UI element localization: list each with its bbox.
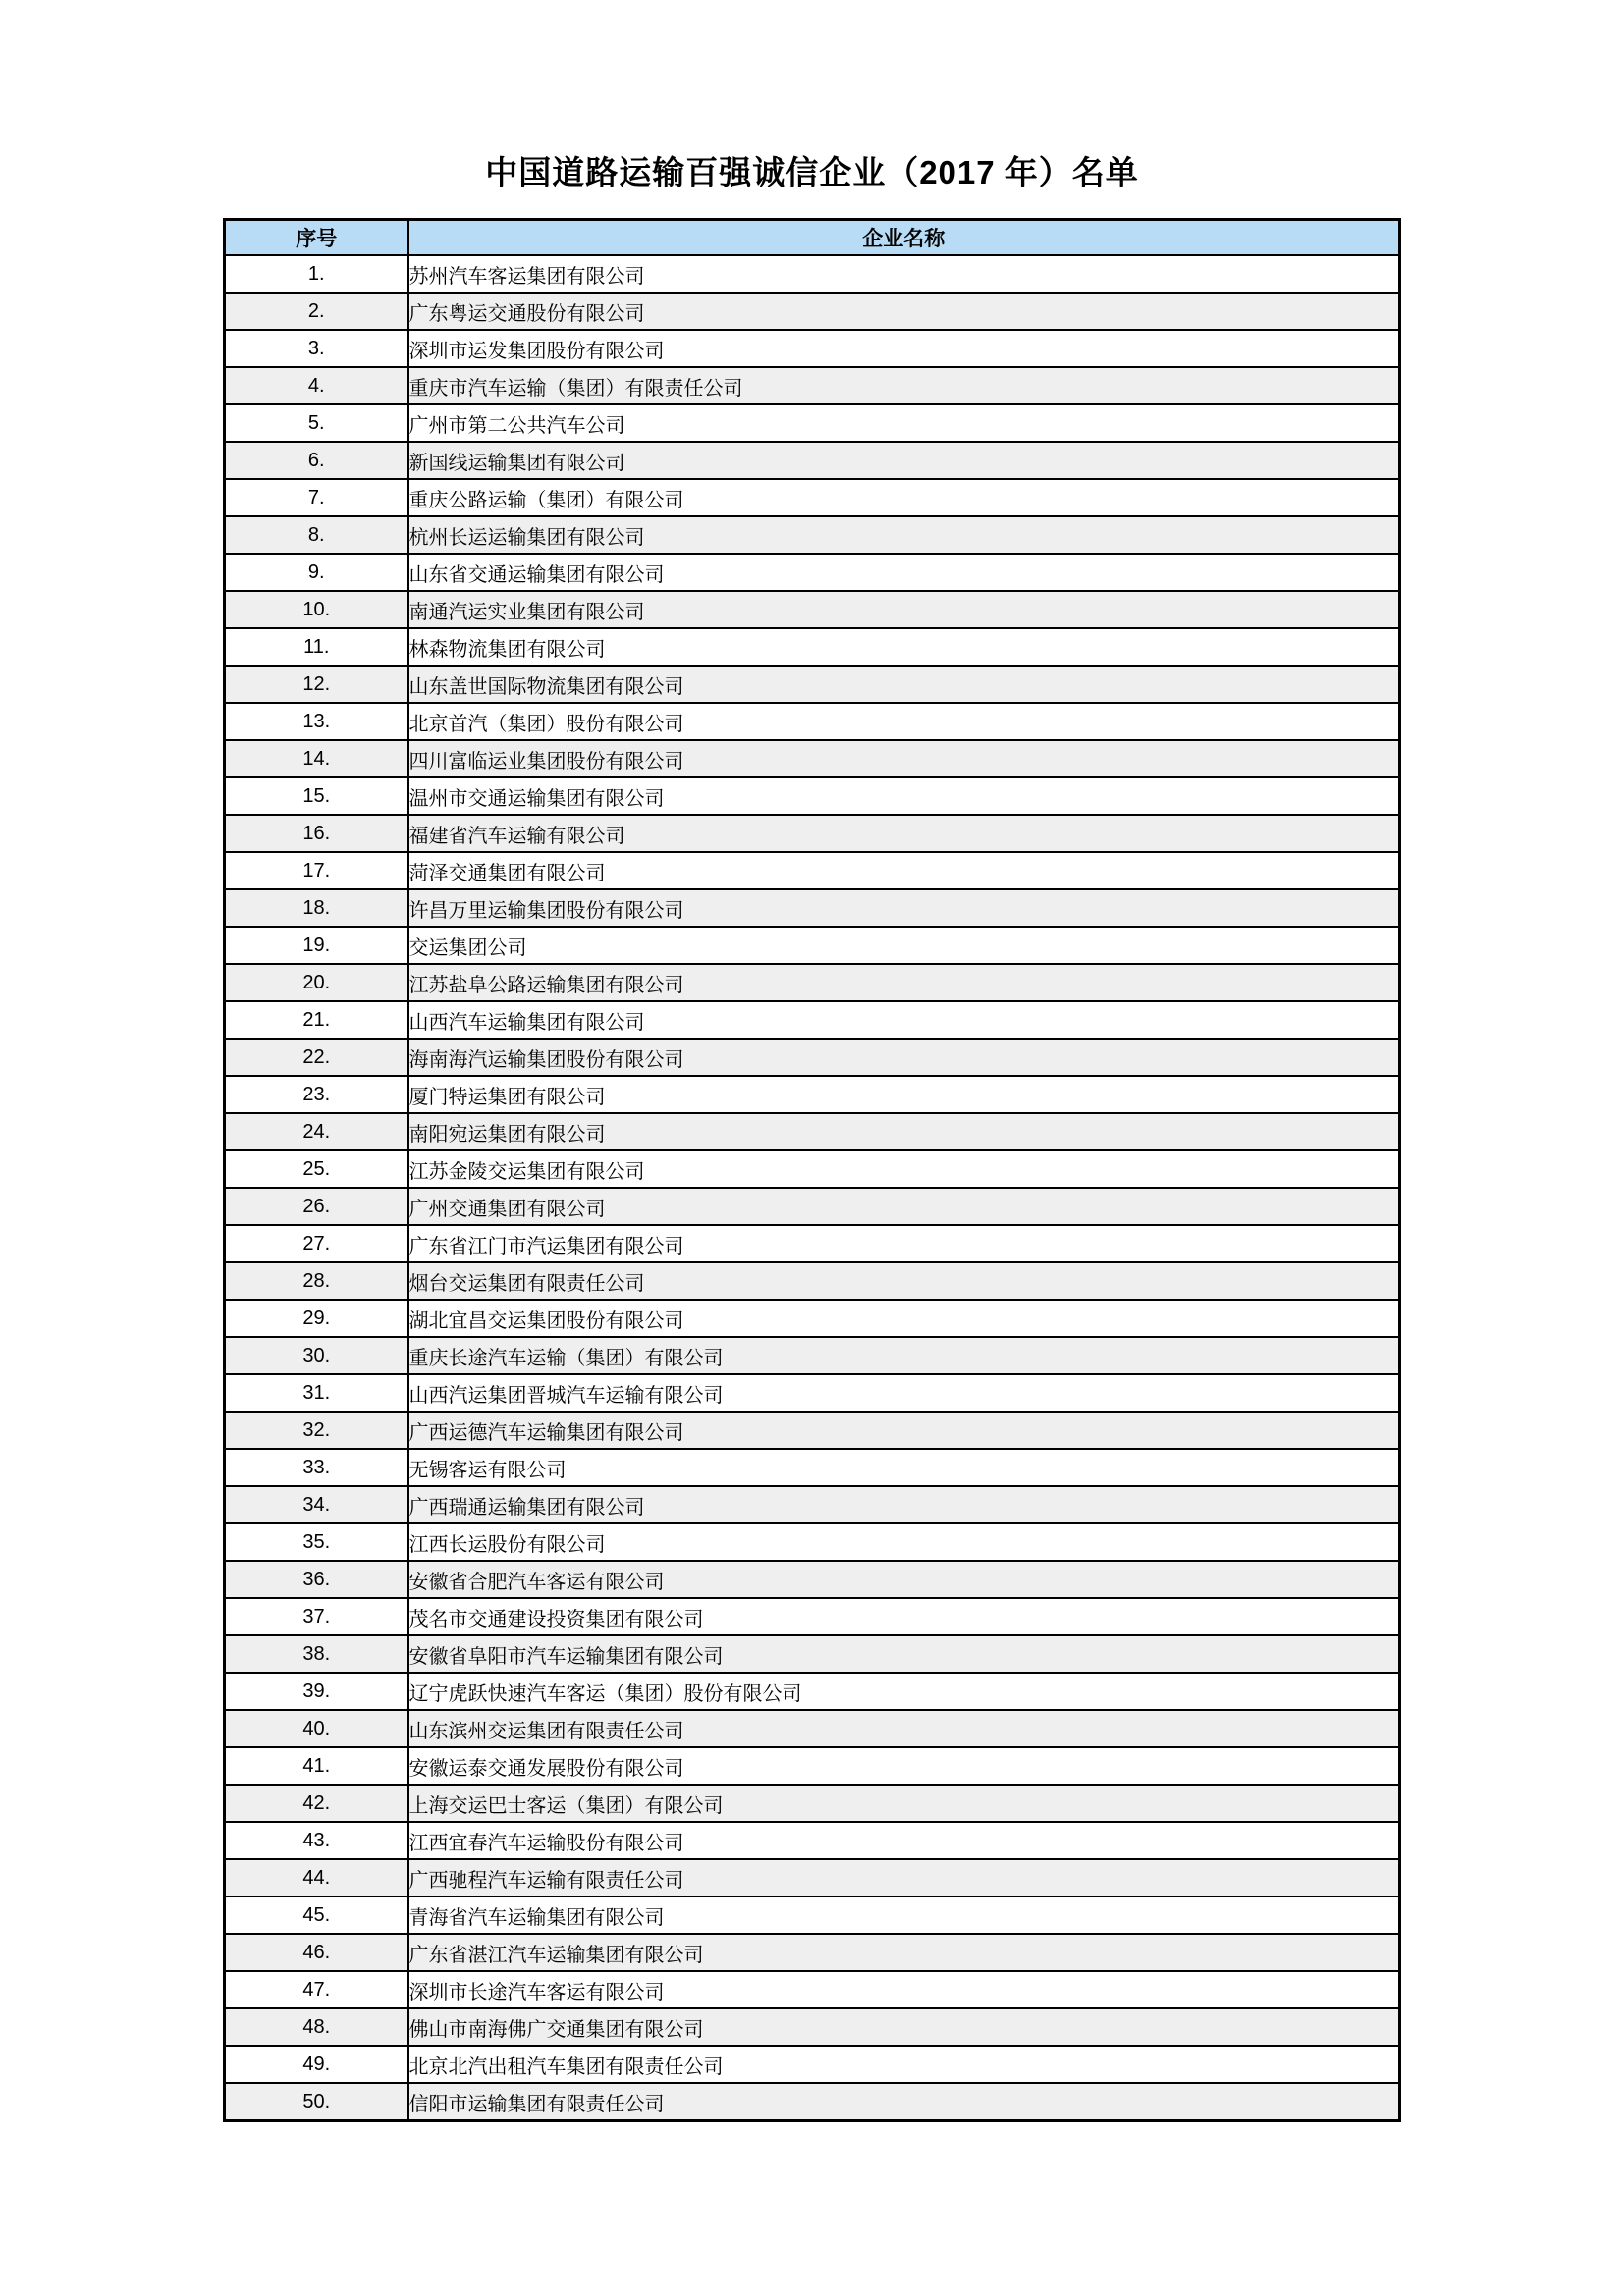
table-row <box>225 404 1400 442</box>
row-number-cell: 38. <box>225 1635 408 1673</box>
table-row <box>225 1374 1400 1412</box>
row-number-cell: 50. <box>225 2083 408 2121</box>
row-number-cell: 8. <box>225 516 408 554</box>
row-number-cell: 28. <box>225 1262 408 1300</box>
row-number-cell: 35. <box>225 1523 408 1561</box>
table-row <box>225 1412 1400 1449</box>
row-number-cell: 4. <box>225 367 408 404</box>
row-number-cell: 18. <box>225 889 408 927</box>
table-row <box>225 1561 1400 1598</box>
table-row <box>225 1188 1400 1225</box>
table-row <box>225 1225 1400 1262</box>
company-name-cell: 广东省湛江汽车运输集团有限公司 <box>408 1934 1400 1971</box>
row-number-cell: 7. <box>225 479 408 516</box>
table-row <box>225 1598 1400 1635</box>
company-name-cell: 广西驰程汽车运输有限责任公司 <box>408 1859 1400 1896</box>
table-row <box>225 1337 1400 1374</box>
table-row <box>225 2008 1400 2046</box>
table-row <box>225 442 1400 479</box>
company-name-cell: 安徽运泰交通发展股份有限公司 <box>408 1747 1400 1785</box>
company-name-cell: 菏泽交通集团有限公司 <box>408 852 1400 889</box>
company-name-cell: 重庆长途汽车运输（集团）有限公司 <box>408 1337 1400 1374</box>
company-name-cell: 广州交通集团有限公司 <box>408 1188 1400 1225</box>
row-number-cell: 6. <box>225 442 408 479</box>
table-row <box>225 1039 1400 1076</box>
company-name-cell: 辽宁虎跃快速汽车客运（集团）股份有限公司 <box>408 1673 1400 1710</box>
table-row <box>225 516 1400 554</box>
table-row <box>225 815 1400 852</box>
company-name-cell: 茂名市交通建设投资集团有限公司 <box>408 1598 1400 1635</box>
row-number-cell: 15. <box>225 777 408 815</box>
table-row <box>225 1673 1400 1710</box>
company-name-cell: 青海省汽车运输集团有限公司 <box>408 1896 1400 1934</box>
row-number-cell: 3. <box>225 330 408 367</box>
row-number-cell: 16. <box>225 815 408 852</box>
row-number-cell: 20. <box>225 964 408 1001</box>
company-name-cell: 江苏金陵交运集团有限公司 <box>408 1150 1400 1188</box>
company-name-cell: 海南海汽运输集团股份有限公司 <box>408 1039 1400 1076</box>
table-row <box>225 1785 1400 1822</box>
table-row <box>225 1001 1400 1039</box>
company-name-cell: 湖北宜昌交运集团股份有限公司 <box>408 1300 1400 1337</box>
table-row <box>225 367 1400 404</box>
table-row <box>225 2083 1400 2121</box>
table-row <box>225 1523 1400 1561</box>
company-table <box>223 218 1401 2122</box>
table-row <box>225 554 1400 591</box>
row-number-cell: 40. <box>225 1710 408 1747</box>
company-name-cell: 广州市第二公共汽车公司 <box>408 404 1400 442</box>
row-number-cell: 11. <box>225 628 408 666</box>
table-row <box>225 1822 1400 1859</box>
row-number-cell: 10. <box>225 591 408 628</box>
company-name-cell: 山东滨州交运集团有限责任公司 <box>408 1710 1400 1747</box>
row-number-cell: 45. <box>225 1896 408 1934</box>
company-name-cell: 重庆公路运输（集团）有限公司 <box>408 479 1400 516</box>
company-name-cell: 安徽省合肥汽车客运有限公司 <box>408 1561 1400 1598</box>
table-row <box>225 293 1400 330</box>
row-number-cell: 46. <box>225 1934 408 1971</box>
company-name-cell: 无锡客运有限公司 <box>408 1449 1400 1486</box>
row-number-cell: 23. <box>225 1076 408 1113</box>
table-row <box>225 777 1400 815</box>
company-name-cell: 重庆市汽车运输（集团）有限责任公司 <box>408 367 1400 404</box>
row-number-cell: 22. <box>225 1039 408 1076</box>
table-row <box>225 964 1400 1001</box>
row-number-cell: 44. <box>225 1859 408 1896</box>
company-name-cell: 烟台交运集团有限责任公司 <box>408 1262 1400 1300</box>
row-number-cell: 13. <box>225 703 408 740</box>
table-row <box>225 1113 1400 1150</box>
table-row <box>225 1747 1400 1785</box>
row-number-cell: 9. <box>225 554 408 591</box>
company-name-cell: 厦门特运集团有限公司 <box>408 1076 1400 1113</box>
row-number-cell: 39. <box>225 1673 408 1710</box>
row-number-cell: 17. <box>225 852 408 889</box>
table-row <box>225 1486 1400 1523</box>
page-title: 中国道路运输百强诚信企业（2017 年）名单 <box>485 154 1139 190</box>
row-number-cell: 34. <box>225 1486 408 1523</box>
company-name-cell: 许昌万里运输集团股份有限公司 <box>408 889 1400 927</box>
row-number-cell: 32. <box>225 1412 408 1449</box>
row-number-cell: 12. <box>225 666 408 703</box>
company-name-cell: 杭州长运运输集团有限公司 <box>408 516 1400 554</box>
row-number-cell: 1. <box>225 255 408 293</box>
table-row <box>225 330 1400 367</box>
row-number-cell: 33. <box>225 1449 408 1486</box>
table-row <box>225 666 1400 703</box>
table-row <box>225 1150 1400 1188</box>
company-name-cell: 南阳宛运集团有限公司 <box>408 1113 1400 1150</box>
table-row <box>225 628 1400 666</box>
table-row <box>225 852 1400 889</box>
table-row <box>225 1896 1400 1934</box>
company-name-cell: 山西汽车运输集团有限公司 <box>408 1001 1400 1039</box>
company-name-cell: 广西运德汽车运输集团有限公司 <box>408 1412 1400 1449</box>
row-number-cell: 30. <box>225 1337 408 1374</box>
company-name-cell: 福建省汽车运输有限公司 <box>408 815 1400 852</box>
company-name-cell: 江苏盐阜公路运输集团有限公司 <box>408 964 1400 1001</box>
row-number-cell: 5. <box>225 404 408 442</box>
table-row <box>225 889 1400 927</box>
company-name-cell: 四川富临运业集团股份有限公司 <box>408 740 1400 777</box>
company-name-cell: 北京北汽出租汽车集团有限责任公司 <box>408 2046 1400 2083</box>
row-number-cell: 31. <box>225 1374 408 1412</box>
row-number-cell: 36. <box>225 1561 408 1598</box>
row-number-cell: 25. <box>225 1150 408 1188</box>
company-name-cell: 江西长运股份有限公司 <box>408 1523 1400 1561</box>
table-body <box>225 255 1400 2121</box>
table-row <box>225 1262 1400 1300</box>
table-row <box>225 1449 1400 1486</box>
row-number-cell: 37. <box>225 1598 408 1635</box>
table-row <box>225 255 1400 293</box>
company-name-cell: 山东省交通运输集团有限公司 <box>408 554 1400 591</box>
company-name-cell: 广东省江门市汽运集团有限公司 <box>408 1225 1400 1262</box>
table-row <box>225 740 1400 777</box>
row-number-cell: 29. <box>225 1300 408 1337</box>
table-row <box>225 927 1400 964</box>
company-name-cell: 佛山市南海佛广交通集团有限公司 <box>408 2008 1400 2046</box>
company-name-cell: 新国线运输集团有限公司 <box>408 442 1400 479</box>
row-number-cell: 21. <box>225 1001 408 1039</box>
company-name-cell: 上海交运巴士客运（集团）有限公司 <box>408 1785 1400 1822</box>
row-number-cell: 19. <box>225 927 408 964</box>
row-number-cell: 27. <box>225 1225 408 1262</box>
company-name-cell: 广西瑞通运输集团有限公司 <box>408 1486 1400 1523</box>
table-row <box>225 1934 1400 1971</box>
table-row <box>225 2046 1400 2083</box>
row-number-cell: 49. <box>225 2046 408 2083</box>
company-name-cell: 苏州汽车客运集团有限公司 <box>408 255 1400 293</box>
row-number-cell: 24. <box>225 1113 408 1150</box>
row-number-cell: 2. <box>225 293 408 330</box>
company-name-cell: 交运集团公司 <box>408 927 1400 964</box>
company-name-cell: 南通汽运实业集团有限公司 <box>408 591 1400 628</box>
row-number-cell: 43. <box>225 1822 408 1859</box>
company-name-cell: 信阳市运输集团有限责任公司 <box>408 2083 1400 2121</box>
table-row <box>225 1971 1400 2008</box>
table-row <box>225 1859 1400 1896</box>
table-row <box>225 1635 1400 1673</box>
company-name-cell: 深圳市运发集团股份有限公司 <box>408 330 1400 367</box>
company-name-cell: 安徽省阜阳市汽车运输集团有限公司 <box>408 1635 1400 1673</box>
row-number-cell: 26. <box>225 1188 408 1225</box>
table-row <box>225 1710 1400 1747</box>
header-cell-serial: 序号 <box>225 220 408 256</box>
table-row <box>225 1300 1400 1337</box>
table-row <box>225 591 1400 628</box>
row-number-cell: 42. <box>225 1785 408 1822</box>
company-name-cell: 北京首汽（集团）股份有限公司 <box>408 703 1400 740</box>
table-row <box>225 703 1400 740</box>
row-number-cell: 48. <box>225 2008 408 2046</box>
company-name-cell: 林森物流集团有限公司 <box>408 628 1400 666</box>
company-name-cell: 山西汽运集团晋城汽车运输有限公司 <box>408 1374 1400 1412</box>
row-number-cell: 14. <box>225 740 408 777</box>
company-name-cell: 温州市交通运输集团有限公司 <box>408 777 1400 815</box>
company-name-cell: 深圳市长途汽车客运有限公司 <box>408 1971 1400 2008</box>
table-row <box>225 1076 1400 1113</box>
header-cell-company: 企业名称 <box>408 220 1400 256</box>
company-name-cell: 江西宜春汽车运输股份有限公司 <box>408 1822 1400 1859</box>
company-name-cell: 山东盖世国际物流集团有限公司 <box>408 666 1400 703</box>
row-number-cell: 47. <box>225 1971 408 2008</box>
company-name-cell: 广东粤运交通股份有限公司 <box>408 293 1400 330</box>
row-number-cell: 41. <box>225 1747 408 1785</box>
table-header-row <box>225 220 1400 256</box>
table-row <box>225 479 1400 516</box>
